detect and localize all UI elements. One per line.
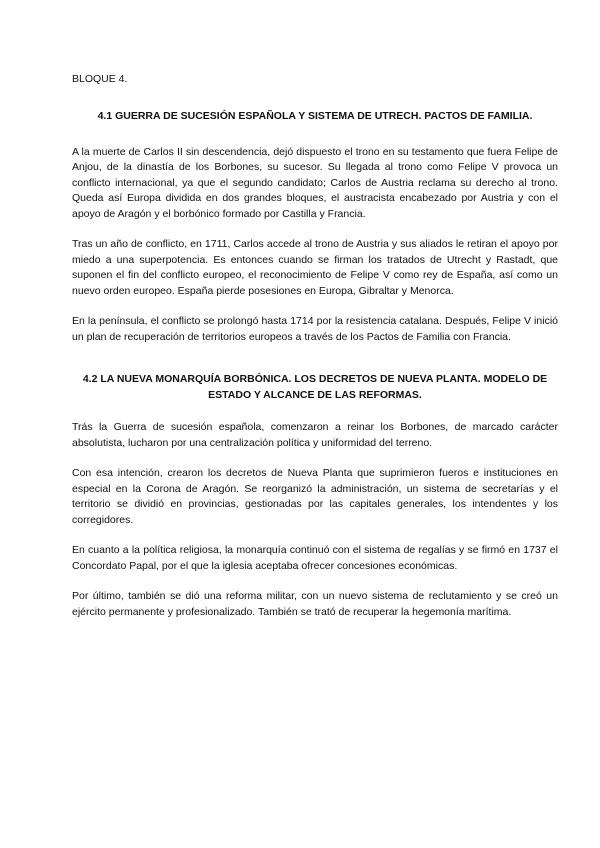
paragraph: Trás la Guerra de sucesión española, comenzaron a reinar los Borbones, de marcado carácter absolutista, lucharon por una centralización política y uniformidad del terreno. xyxy=(72,421,558,449)
paragraph: Con esa intención, crearon los decretos de Nueva Planta que suprimieron fueros e instituciones en especial en la Corona de Aragón. Se reorganizó la administración, un sistema de secretarías y el territorio se dividió en provincias, gestionadas por las capitales generales, los intendentes y los corregidores. xyxy=(72,467,558,526)
paragraph: Por último, también se dió una reforma militar, con un nuevo sistema de reclutamiento y se creó un ejército permanente y profesionalizado. También se trató de recuperar la hegemonía marítima. xyxy=(72,590,558,618)
paragraph: Tras un año de conflicto, en 1711, Carlos accede al trono de Austria y sus aliados le retiran el apoyo por miedo a una superpotencia. Es entonces cuando se firman los tratados de Utrecht y Rastadt, que suponen el fin del conflicto europeo, el reconocimiento de Felipe V como rey de España, así como un nuevo orden europeo. España pierde posesiones en Europa, Gibraltar y Menorca. xyxy=(72,238,558,297)
paragraph: A la muerte de Carlos II sin descendencia, dejó dispuesto el trono en su testamento que fuera Felipe de Anjou, de la dinastía de los Borbones, su sucesor. Su llegada al trono como Felipe V provoca un conflicto internacional, ya que el segundo candidato; Carlos de Austria reclama su derecho al trono. Queda así Europa dividida en dos grandes bloques, el austracista encabezado por Austria y con el apoyo de Aragón y el borbónico formado por Castilla y Francia. xyxy=(72,145,558,220)
section-title-4-2: 4.2 LA NUEVA MONARQUÍA BORBÓNICA. LOS DECRETOS DE NUEVA PLANTA. MODELO DE ESTADO Y ALCANCE DE LAS REFORMAS. xyxy=(82,373,548,401)
document-page xyxy=(72,72,558,635)
paragraph: En cuanto a la política religiosa, la monarquía continuó con el sistema de regalías y se firmó en 1737 el Concordato Papal, por el que la iglesia aceptaba ofrecer concesiones económicas. xyxy=(72,544,558,572)
section-title-4-1: 4.1 GUERRA DE SUCESIÓN ESPAÑOLA Y SISTEMA DE UTRECH. PACTOS DE FAMILIA. xyxy=(97,110,533,122)
paragraph: En la península, el conflicto se prolongó hasta 1714 por la resistencia catalana. Después, Felipe V inició un plan de recuperación de territorios europeos a través de los Pactos de Familia con Francia. xyxy=(72,315,558,343)
block-label: BLOQUE 4. xyxy=(72,73,128,85)
